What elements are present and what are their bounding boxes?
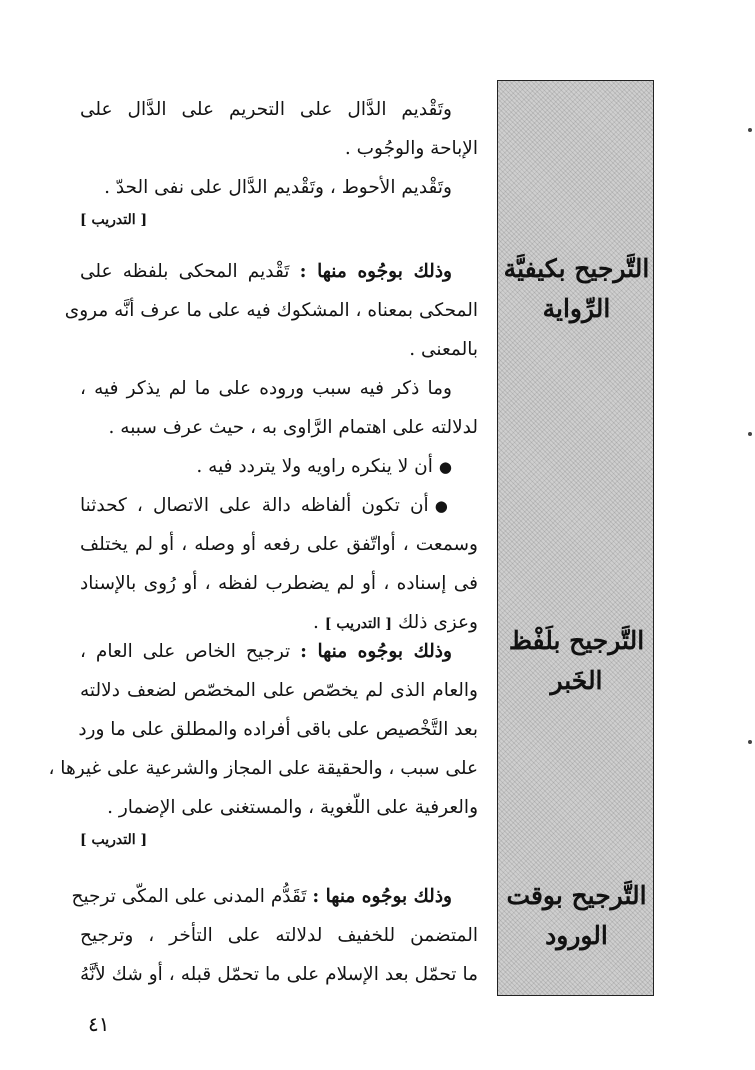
margin-sidebar	[497, 80, 654, 996]
text-line: الإباحة والوجُوب .	[344, 138, 478, 159]
heading-line: الخَبر	[550, 666, 603, 695]
heading-report-wording	[498, 621, 655, 701]
text-line: بالمعنى .	[409, 339, 478, 360]
training-reference: [ التدريب ]	[80, 832, 148, 848]
heading-line: التَّرجيح بوقت	[506, 881, 647, 910]
text-line: وسمعت ، أواتّفق على رفعه أو وصله ، أو لم يختلف	[80, 534, 478, 555]
section-narration-method	[64, 252, 478, 642]
bullet-item	[80, 486, 478, 525]
bullet-text: أن لا ينكره راويه ولا يتردد فيه .	[196, 456, 433, 477]
heading-arrival-time	[498, 876, 655, 956]
lead-phrase: وذلك بوجُوه منها :	[312, 886, 452, 907]
text-line: بعد التَّخْصيص على باقى أفراده والمطلق على ما ورد	[78, 719, 478, 740]
line-text: تَقْديم المحكى بلفظه على	[80, 261, 290, 282]
text-line: وما ذكر فيه سبب وروده على ما لم يذكر فيه ،	[80, 378, 452, 399]
heading-line: التَّرجيح بلَفْظ	[508, 626, 645, 655]
lead-phrase: وذلك بوجُوه منها :	[300, 641, 452, 662]
line-end: .	[312, 612, 319, 633]
training-reference: [ التدريب ]	[80, 212, 148, 228]
text-line: والعام الذى لم يخصّص على المخصّص لضعف دلالته	[80, 680, 478, 701]
bullet-text: أن تكون ألفاظه دالة على الاتصال ، كحدثنا	[80, 495, 429, 516]
bullet-item	[80, 447, 478, 486]
text-line: المتضمن للخفيف لدلالته على التأخر ، وترجيح	[80, 925, 478, 946]
line-text: وعزى ذلك	[397, 612, 478, 633]
scan-mark	[748, 432, 752, 436]
line-text: تَقَدُّم المدنى على المكّى ترجيح	[71, 886, 307, 907]
bullet-icon: ●	[434, 496, 453, 515]
text-line	[71, 877, 478, 916]
line-text: ترجيح الخاص على العام ،	[80, 641, 291, 662]
text-line	[80, 632, 478, 671]
text-line: ما تحمّل بعد الإسلام على ما تحمّل قبله ، أو شك لأنَّهُ	[80, 964, 478, 985]
text-line: فى إسناده ، أو لم يضطرب لفظه ، أو رُوى بالإسناد	[80, 573, 478, 594]
section-arrival-time	[71, 877, 478, 994]
training-reference: [ التدريب ]	[324, 616, 392, 632]
heading-narration-method	[498, 249, 655, 329]
section-preference-rules	[80, 90, 478, 233]
section-report-wording	[48, 632, 478, 853]
heading-line: الورود	[545, 921, 608, 950]
text-line: على سبب ، والحقيقة على المجاز والشرعية على غيرها ،	[48, 758, 478, 779]
text-line	[80, 252, 478, 291]
heading-line: الرِّواية	[542, 294, 611, 323]
heading-line: التَّرجيح بكيفيَّة	[503, 254, 650, 283]
bullet-icon: ●	[438, 457, 452, 476]
page-number: ٤١	[88, 1012, 110, 1036]
text-line: وتَقْديم الدَّال على التحريم على الدَّال على	[80, 99, 452, 120]
scan-mark	[748, 128, 752, 132]
lead-phrase: وذلك بوجُوه منها :	[299, 261, 452, 282]
scan-mark	[748, 740, 752, 744]
text-line: المحكى بمعناه ، المشكوك فيه على ما عرف أنَّه مروى	[64, 300, 478, 321]
text-line: لدلالته على اهتمام الرَّاوى به ، حيث عرف سببه .	[108, 417, 478, 438]
text-line: وتَقْديم الأحوط ، وتَقْديم الدَّال على نفى الحدّ .	[104, 177, 452, 198]
text-line: والعرفية على اللّغوية ، والمستغنى على الإضمار .	[107, 797, 478, 818]
